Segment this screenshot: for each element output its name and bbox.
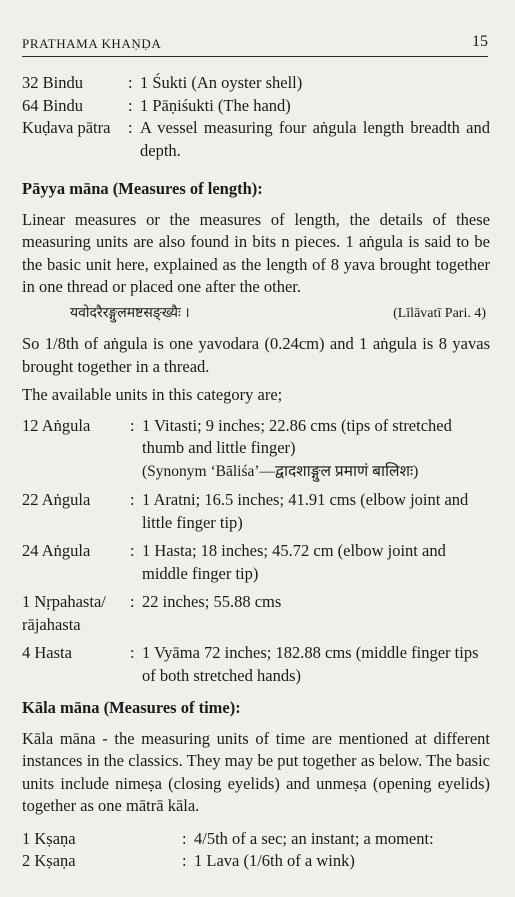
unit-definition-text: 1 Vitasti; 9 inches; 22.86 cms (tips of stretched thumb and little finger) xyxy=(142,415,452,457)
unit-definition: 1 Lava (1/6th of a wink) xyxy=(194,851,355,870)
page-body xyxy=(22,72,490,873)
definition-text: 1 Śukti (An oyster shell) xyxy=(140,73,303,92)
colon: : xyxy=(130,415,135,435)
unit-term: 22 Aṅgula xyxy=(22,490,91,509)
unit-term: 4 Hasta xyxy=(22,643,72,662)
paragraph: So 1/8th of aṅgula is one yavodara (0.24cm) and 1 aṅgula is 8 yavas brought together in a thread. xyxy=(22,334,490,376)
definition-row xyxy=(22,95,490,118)
unit-definition: 22 inches; 55.88 cms xyxy=(142,592,282,611)
colon: : xyxy=(130,541,135,560)
definition-row xyxy=(22,72,490,95)
unit-synonym: (Synonym ‘Bāliśa’—द्वादशाङ्गुल प्रमाणं बालिशः) xyxy=(142,462,419,480)
unit-term xyxy=(22,591,130,636)
section-heading: Pāyya māna (Measures of length): xyxy=(22,179,263,198)
colon: : xyxy=(128,73,133,92)
unit-term-line: rājahasta xyxy=(22,614,81,634)
unit-row xyxy=(22,828,490,851)
colon: : xyxy=(128,118,133,137)
unit-definition: 4/5th of a sec; an instant; a moment: xyxy=(194,828,434,848)
unit-row xyxy=(22,642,490,687)
unit-term: 2 Kṣaṇa xyxy=(22,851,76,870)
section-heading: Kāla māna (Measures of time): xyxy=(22,698,241,717)
unit-row xyxy=(22,850,490,873)
paragraph: Linear measures or the measures of length, the details of these measuring units are also found in bits n pieces. 1 aṅgula is said to be the basic unit here, explained as the length of 8 yava brought together in one thread or placed one after the other. xyxy=(22,209,490,296)
unit-term: 1 Kṣaṇa xyxy=(22,828,76,848)
sanskrit-text: यवोदरैरङ्गुलमष्टसङ्ख्यैः । xyxy=(70,305,190,321)
unit-term-line: 1 Nṛpahasta/ xyxy=(22,592,106,611)
definition-term: 32 Bindu xyxy=(22,73,83,92)
colon: : xyxy=(130,643,135,662)
unit-definition: 1 Vyāma 72 inches; 182.88 cms (middle finger tips of both stretched hands) xyxy=(142,643,479,685)
unit-definition: 1 Aratni; 16.5 inches; 41.91 cms (elbow joint and little finger tip) xyxy=(142,490,469,532)
unit-row xyxy=(22,591,490,636)
unit-definition: 1 Hasta; 18 inches; 45.72 cm (elbow joint and middle finger tip) xyxy=(142,541,446,583)
colon: : xyxy=(130,490,135,509)
page-number: 15 xyxy=(472,33,488,50)
running-head: PRATHAMA KHAṆḌA xyxy=(22,36,162,51)
colon: : xyxy=(182,828,187,848)
unit-definition xyxy=(142,415,490,484)
definition-text: 1 Pāṇiśukti (The hand) xyxy=(140,95,291,115)
unit-term: 24 Aṅgula xyxy=(22,541,91,560)
page-header xyxy=(22,30,488,57)
unit-term: 12 Aṅgula xyxy=(22,415,91,435)
definition-term: Kuḍava pātra xyxy=(22,118,111,137)
paragraph: The available units in this category are; xyxy=(22,385,283,404)
unit-row xyxy=(22,489,490,534)
definition-text: A vessel measuring four aṅgula length breadth and depth. xyxy=(140,118,490,160)
definition-term: 64 Bindu xyxy=(22,95,83,115)
paragraph: Kāla māna - the measuring units of time are mentioned at different instances in the classics. They may be put together as below. The basic units include nimeṣa (closing eyelids) and unmeṣa (opening eyelids) together as one mātrā kāla. xyxy=(22,728,490,815)
colon: : xyxy=(128,95,133,115)
definition-row xyxy=(22,117,490,162)
colon: : xyxy=(130,592,135,611)
citation: (Līlāvatī Pari. 4) xyxy=(393,305,486,321)
sanskrit-quote xyxy=(22,303,490,326)
colon: : xyxy=(182,851,187,870)
unit-row xyxy=(22,540,490,585)
unit-row xyxy=(22,415,490,484)
